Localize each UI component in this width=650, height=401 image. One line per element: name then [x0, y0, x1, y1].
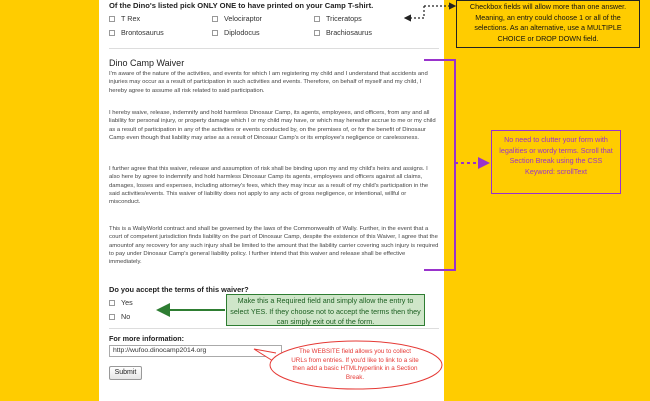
checkbox-label: Yes — [121, 298, 133, 307]
checkbox-note-arrow — [405, 6, 424, 18]
checkbox-label: Brachiosaurus — [326, 28, 372, 37]
dino-question-label: Of the Dino's listed pick ONLY ONE to have printed on your Camp T-shirt. — [109, 1, 374, 10]
waiver-paragraph: This is a WallyWorld contract and shall be governed by the laws of the Commonwealth of Wally. Further, in the event that a court of competent jurisdiction finds liability on the part of Dinosaur Camp, despite the existence of this Waiver, I agree that the amountof any recovery for any such injury shall be limited to the amount that the liability carrier covering such injury is required to pay under Dinosaur Camp's general liability policy. I further intend that this waiver and release shall be effective immediately. — [109, 226, 439, 266]
waiver-paragraph: I'm aware of the nature of the activities, and events for which I am registering my child and I understand that accidents and injuries may occur as a result of participation in such activities and events. Therefore, on behalf of myself and my child, I hereby agree to assume all risk related to said participation. — [109, 71, 428, 94]
website-note: The WEBSITE field allows you to collect URLs from entries. If you'd like to link to a site then add a basic HTMLhyperlink in a Section Break. — [291, 348, 419, 381]
checkbox-label: Brontosaurus — [121, 28, 164, 37]
checkbox-label: Velociraptor — [224, 14, 262, 23]
submit-button[interactable]: Submit — [109, 366, 142, 380]
checkbox-label: No — [121, 312, 131, 321]
required-note: Make this a Required field and simply allow the entry to select YES. If they choose not to accept the terms then they can simply exit out of the form. — [226, 294, 425, 326]
website-input[interactable]: http://wufoo.dinocamp2014.org — [109, 345, 282, 357]
scroll-note: No need to clutter your form with legalities or wordy terms. Scroll that Section Break using the CSS Keyword: scrollText — [491, 130, 621, 194]
terms-question-label: Do you accept the terms of this waiver? — [109, 285, 249, 294]
waiver-paragraph: I hereby waive, release, indemnify and hold harmless Dinosaur Camp, its agents, employees, and officers, from any and all liability for personal injury, or property damage which I or my child may have, or which may hereafter accrue to me or my child as a result of participation in any of the activities or events conducted by, on the premises of, or for the benefit of Dinosaur Camp even though that liability may arise as a result of Dinosaur Camp's or its employee's negligence or carelessness. — [109, 110, 436, 141]
checkbox-label: Triceratops — [326, 14, 362, 23]
checkbox-label: Diplodocus — [224, 28, 260, 37]
waiver-paragraph: I further agree that this waiver, release and assumption of risk shall be binding upon my and my child's heirs and assigns. I also here by agree to indemnify and hold harmless Dinosaur Camp its agents, employees and officers against all claims, damages, losses and expenses, including attorney's fees, which they may incur as a result of my child's participation in the said activities/events. This waiver of liability does not apply to any acts of gross negligence, or intentional, willful or misconduct. — [109, 166, 429, 206]
website-field-label: For more information: — [109, 334, 185, 343]
checkbox-label: T Rex — [121, 14, 141, 23]
waiver-title: Dino Camp Waiver — [109, 58, 185, 68]
checkbox-note: Checkbox fields will allow more than one answer. Meaning, an entry could choose 1 or all of the selections. As an alternative, use a MULTIPLE CHOICE or DROP DOWN field. — [456, 0, 640, 48]
scroll-bracket — [424, 60, 455, 270]
